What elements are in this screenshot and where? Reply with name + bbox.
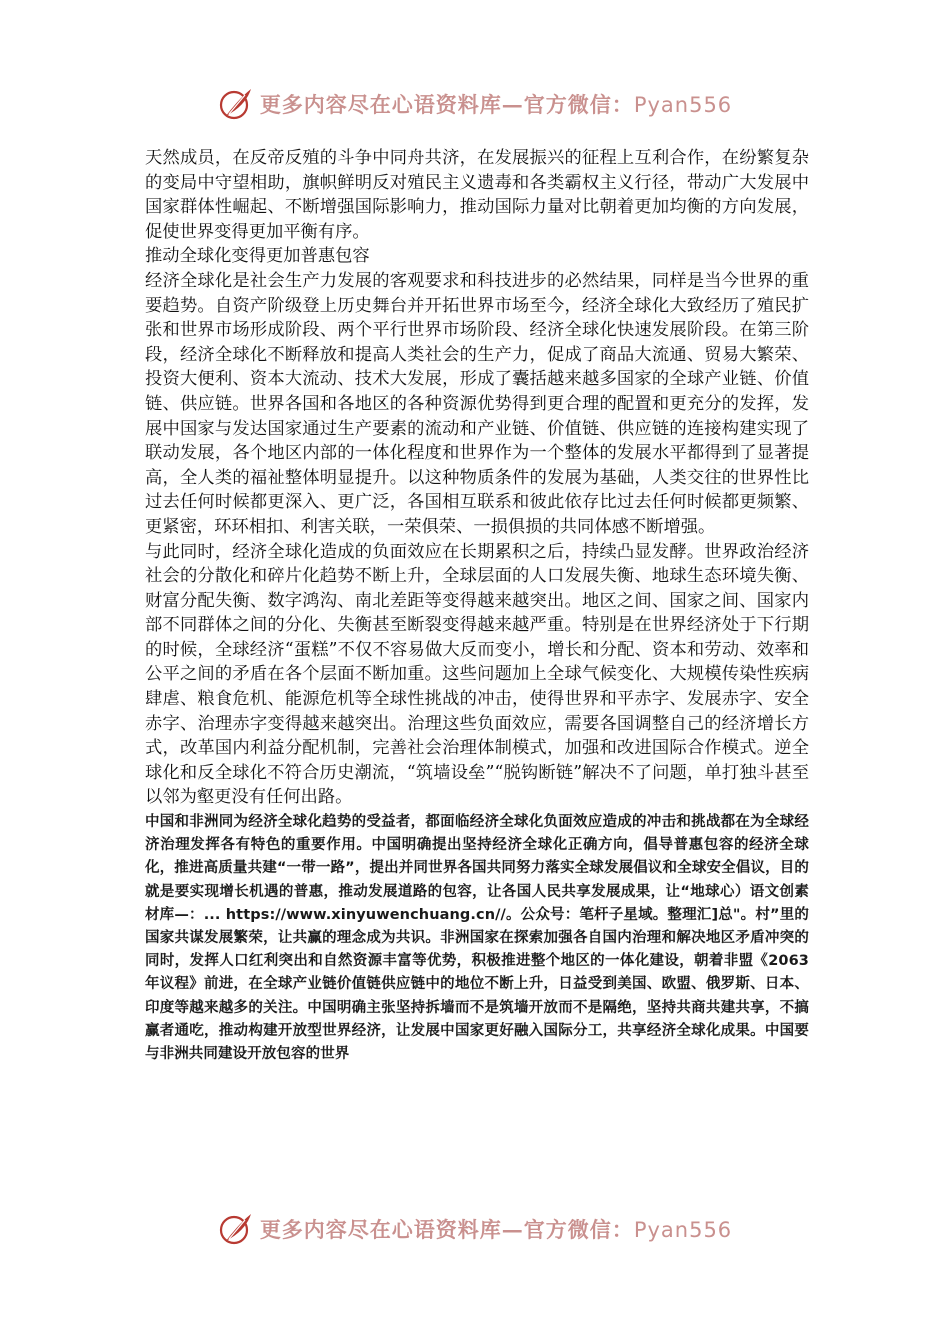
- banner-text: 更多内容尽在心语资料库—官方微信：Pyan556: [259, 1217, 733, 1242]
- footer-banner: [0, 1205, 950, 1253]
- paragraph: 经济全球化是社会生产力发展的客观要求和科技进步的必然结果，同样是当今世界的重要趋势。自资产阶级登上历史舞台并开拓世界市场至今，经济全球化大致经历了殖民扩张和世界市场形成阶段、两个平行世界市场阶段、经济全球化快速发展阶段。在第三阶段，经济全球化不断释放和提高人类社会的生产力，促成了商品大流通、贸易大繁荣、投资大便利、资本大流动、技术大发展，形成了囊括越来越多国家的全球产业链、价值链、供应链。世界各国和各地区的各种资源优势得到更合理的配置和更充分的发挥，发展中国家与发达国家通过生产要素的流动和产业链、价值链、供应链的连接构建实现了联动发展，各个地区内部的一体化程度和世界作为一个整体的发展水平都得到了显著提高，全人类的福祉整体明显提升。以这种物质条件的发展为基础，人类交往的世界性比过去任何时候都更深入、更广泛，各国相互联系和彼此依存比过去任何时候都更频繁、更紧密，环环相扣、利害关联，一荣俱荣、一损俱损的共同体感不断增强。: [145, 270, 809, 537]
- feather-pen-logo-icon: [218, 86, 254, 122]
- paragraph: 天然成员，在反帝反殖的斗争中同舟共济，在发展振兴的征程上互利合作，在纷繁复杂的变局中守望相助，旗帜鲜明反对殖民主义遗毒和各类霸权主义行径，带动广大发展中国家群体性崛起、不断增强国际影响力，推动国际力量对比朝着更加均衡的方向发展，促使世界变得更加平衡有序。: [145, 148, 809, 242]
- header-banner: [0, 80, 950, 128]
- feather-pen-logo-icon: [218, 1211, 254, 1247]
- paragraph-sans: 中国和非洲同为经济全球化趋势的受益者，都面临经济全球化负面效应造成的冲击和挑战都在为全球经济治理发挥各有特色的重要作用。中国明确提出坚持经济全球化正确方向，倡导普惠包容的经济全球化，推进高质量共建“一带一路”，提出并同世界各国共同努力落实全球发展倡议和全球安全倡议，目的就是要实现增长机遇的普惠，推动发展道路的包容，让各国人民共享发展成果，让“地球心）语文创素材库—：... https://www.xinyuwenchuang.cn//。公众号：笔杆子星域。整理汇]总"。村”里的国家共谋发展繁荣，让共赢的理念成为共识。非洲国家在探索加强各自国内治理和解决地区矛盾冲突的同时，发挥人口红利突出和自然资源丰富等优势，积极推进整个地区的一体化建设，朝着非盟《2063年议程》前进，在全球产业链价值链供应链中的地位不断上升，日益受到美国、欧盟、俄罗斯、日本、印度等越来越多的关注。中国明确主张坚持拆墙而不是筑墙开放而不是隔绝，坚持共商共建共享，不搞赢者通吃，推动构建开放型世界经济，让发展中国家更好融入国际分工，共享经济全球化成果。中国要与非洲共同建设开放包容的世界: [145, 814, 809, 1063]
- section-heading: 推动全球化变得更加普惠包容: [145, 246, 370, 267]
- document-body: [145, 146, 809, 1066]
- paragraph: 与此同时，经济全球化造成的负面效应在长期累积之后，持续凸显发酵。世界政治经济社会的分散化和碎片化趋势不断上升，全球层面的人口发展失衡、地球生态环境失衡、财富分配失衡、数字鸿沟、南北差距等变得越来越突出。地区之间、国家之间、国家内部不同群体之间的分化、失衡甚至断裂变得越来越严重。特别是在世界经济处于下行期的时候，全球经济“蛋糕”不仅不容易做大反而变小，增长和分配、资本和劳动、效率和公平之间的矛盾在各个层面不断加重。这些问题加上全球气候变化、大规模传染性疾病肆虐、粮食危机、能源危机等全球性挑战的冲击，使得世界和平赤字、发展赤字、安全赤字、治理赤字变得越来越突出。治理这些负面效应，需要各国调整自己的经济增长方式，改革国内利益分配机制，完善社会治理体制模式，加强和改进国际合作模式。逆全球化和反全球化不符合历史潮流，“筑墙设垒”“脱钩断链”解决不了问题，单打独斗甚至以邻为壑更没有任何出路。: [145, 541, 809, 808]
- banner-text: 更多内容尽在心语资料库—官方微信：Pyan556: [259, 92, 733, 117]
